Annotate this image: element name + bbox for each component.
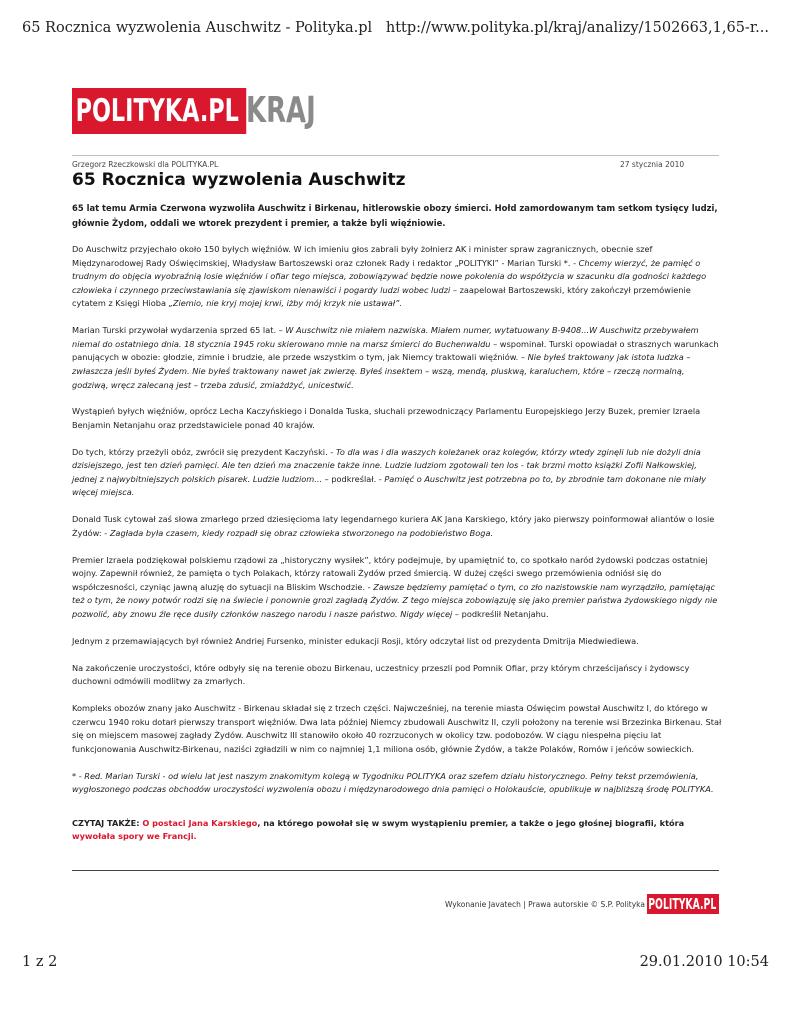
read-more-text: , na którego powołał się w swym wystąpieniu premier, a także o jego głośnej biografii, która (257, 817, 685, 828)
karski-link[interactable]: O postaci Jana Karskiego (142, 817, 258, 828)
text: – podkreślił Netanjahu. (452, 609, 549, 619)
paragraph-7: Jednym z przemawiających był również Andriej Fursenko, minister edukacji Rosji, który odczytał list od prezydenta Dmitrija Miedwiediewa. (72, 635, 639, 646)
footer-logo[interactable] (647, 894, 719, 914)
quote: Zawsze będziemy pamiętać o tym, co zło nazistowskie nam wyrządziło, pamiętając też o tym, że nowy potwór rodzi się na świecie i ponownie grozi zagładą Żydów. Z tego miejsca zobowiązuję się jako premier państwa żydowskiego nigdy nie pozwolić, aby znowu źle ręce dusiły członków naszego narodu i nasze państwo. Nigdy więcej (72, 581, 718, 619)
read-more-prefix: CZYTAJ TAKŻE: (72, 817, 143, 828)
paragraph-1 (72, 243, 722, 311)
article-byline: Grzegorz Rzeczkowski dla POLITYKA.PL (72, 160, 219, 169)
quote: Nie byłeś traktowany jak istota ludzka – zwłaszcza jeśli byłeś Żydem. Nie byłeś traktowany nawet jak zwierzę. Byłeś insektem – wszą, mendą, pluskwą, karaluchem, które – rzeczą normalną, godziwą, wręcz zalecaną jest – trzeba zdusić, zmiażdżyć, unicestwić. (72, 352, 691, 390)
print-page-number: 1 z 2 (22, 954, 58, 970)
header-divider (72, 155, 719, 156)
print-page-title: 65 Rocznica wyzwolenia Auschwitz - Polityka.pl (22, 20, 373, 36)
print-header (22, 20, 769, 40)
article-date: 27 stycznia 2010 (620, 160, 685, 169)
quote: Zagłada była czasem, kiedy rozpadł się obraz człowieka stworzonego na podobieństwo Boga. (109, 527, 494, 538)
print-datetime: 29.01.2010 10:54 (639, 954, 769, 970)
footer-divider (72, 870, 719, 871)
quote: „Ziemio, nie kryj mojej krwi, iżby mój krzyk nie ustawał”. (168, 298, 402, 309)
logo-section-name: KRAJ (246, 90, 316, 131)
paragraph-6 (72, 554, 722, 622)
text: – zaapelował Bartoszewski, który zakończył przemówienie cytatem z Księgi Hioba (72, 284, 691, 309)
footnote: * - Red. Marian Turski - od wielu lat jest naszym znakomitym kolegą w Tygodniku POLITYKA oraz szefem działu historycznego. Pełny tekst przemówienia, wygłoszonego podczas obchodów uroczystości wyzwolenia obozu i międzynarodowego dnia pamięci o Holokauście, opublikuje w najbliższą środę POLITYKA. (72, 770, 714, 795)
footer-credit: Wykonanie Javatech | Prawa autorskie © S.P. Polityka (445, 900, 645, 909)
paragraph-3: Wystąpień byłych więźniów, oprócz Lecha Kaczyńskiego i Donalda Tuska, słuchali przewodniczący Parlamentu Europejskiego Jerzy Buzek, premier Izraela Benjamin Netanjahu oraz przedstawiciele ponad 40 krajów. (72, 406, 701, 430)
text: Do tych, którzy przeżyli obóz, zwrócił się prezydent Kaczyński. - (72, 446, 336, 457)
text: Do Auschwitz przyjechało około 150 byłych więźniów. W ich imieniu głos zabrali były żołnierz AK i minister spraw zagranicznych, obecnie szef Międzynarodowej Rady Oświęcimskiej, Władysław Bartoszewski oraz członek Rady i redaktor „POLITYKI” - Marian Turski *. - (72, 244, 653, 268)
logo-wordmark: POLITYKA.PL (72, 88, 246, 134)
article-lead: 65 lat temu Armia Czerwona wyzwoliła Auschwitz i Birkenau, hitlerowskie obozy śmierci. Hołd zamordowanym tam setkom tysięcy ludzi, głównie Żydom, oddali we wtorek prezydent i premier, a także byli więźniowie. (72, 203, 718, 228)
paragraph-8: Na zakończenie uroczystości, które odbyły się na terenie obozu Birkenau, uczestnicy przeszli pod Pomnik Ofiar, przy którym chrześcijańscy i żydowscy duchowni odmówili modlitwy za zmarłych. (72, 662, 690, 687)
footer-logo-text: POLITYKA.PL (648, 895, 717, 913)
quote: Chcemy wierzyć, że pamięć o trudnym do objęcia wyobraźnią losie więźniów i ofiar tego miejsca, zobowiązywać będzie nowe pokolenia do współżycia w szacunku dla godności każdego człowieka i czynnego przeciwstawiania się zjawiskom nienawiści i pogardy ludzi wobec ludzi (72, 257, 707, 295)
article-title: 65 Rocznica wyzwolenia Auschwitz (72, 170, 406, 190)
site-logo[interactable] (72, 88, 314, 134)
paragraph-9: Kompleks obozów znany jako Auschwitz - Birkenau składał się z trzech części. Najwcześniej, na terenie miasta Oświęcim powstał Auschwitz I, do którego w czerwcu 1940 roku dotarł pierwszy transport więźniów. Dwa lata później Niemcy zbudowali Auschwitz II, czyli położony na terenie wsi Brzezinka Birkenau. Stał się on miejscem masowej zagłady Żydów. Auschwitz III stanowiło około 40 rozrzuconych w okolicy tzw. podobozów. W ciągu niespełna pięciu lat funkcjonowania Auschwitz-Birkenau, naziści zgładzili w nim co najmniej 1,1 miliona osób, głównie Żydów, a także Polaków, Romów i jeńców sowieckich. (72, 702, 722, 754)
quote: To dla was i dla waszych koleżanek oraz kolegów, którzy wtedy zginęli lub nie dożyli dnia dzisiejszego, jest ten dzień pamięci. Ale ten dzień ma znaczenie także inne. Ludzie ludziom zgotowali ten los - tak brzmi motto książki Zofii Nałkowskiej, jednej z najwybitniejszych polskich pisarek. Ludzie ludziom... (72, 446, 701, 484)
quote: Pamięć o Auschwitz jest potrzebna po to, by zbrodnie tam dokonane nie miały więcej miejsca. (72, 473, 707, 498)
paragraph-5 (72, 513, 722, 540)
text: – podkreślał. - (322, 473, 385, 484)
print-footer (22, 954, 769, 974)
paragraph-4 (72, 446, 722, 500)
text: – wspominał. Turski opowiadał o strasznych warunkach panujących w obozie: głodzie, zimnie i brudzie, ale przede wszystkim o tym, jak Niemcy traktowali więźniów. – (72, 338, 719, 363)
print-page-url: http://www.polityka.pl/kraj/analizy/1502663,1,65-r... (385, 20, 769, 36)
quote: W Auschwitz nie miałem nazwiska. Miałem numer, wytatuowany B-9408...W Auschwitz przebywałem niemal do ostatniego dnia. 18 stycznia 1945 roku skierowano mnie na marsz śmierci do Buchenwaldu (72, 325, 699, 349)
text: Marian Turski przywołał wydarzenia sprzed 65 lat. – (72, 325, 286, 336)
text: Donald Tusk cytował zaś słowa zmarłego przed dziesięcioma laty legendarnego kuriera AK Jana Karskiego, który jako pierwszy poinformował aliantów o losie Żydów: - (72, 514, 715, 538)
text: Premier Izraela podziękował polskiemu rządowi za „historyczny wysiłek”, który podejmuje, by upamiętnić to, co spotkało naród żydowski podczas ostatniej wojny. Zapewnił również, że pamięta o tych Polakach, którzy ratowali Żydów przed śmiercią. W dużej części swego przemówienia odniósł się do współczesności, czyniąc jawną aluzję do sytuacji na Bliskim Wschodzie. - (72, 554, 708, 592)
article-body (72, 201, 722, 857)
read-more (72, 817, 722, 844)
france-dispute-link[interactable]: wywołała spory we Francji. (72, 831, 197, 842)
paragraph-2 (72, 324, 722, 392)
